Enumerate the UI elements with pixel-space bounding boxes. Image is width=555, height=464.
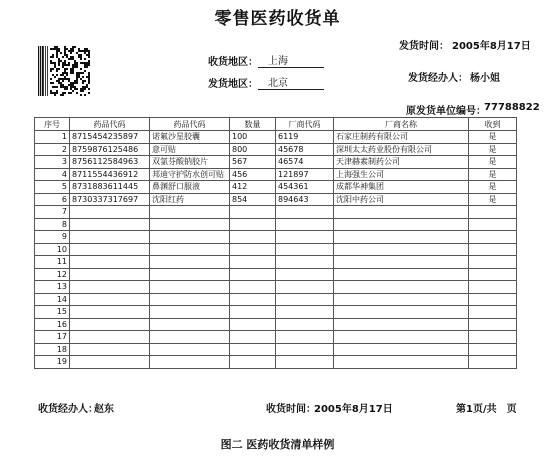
handler-label: 发货经办人： bbox=[408, 73, 468, 84]
drug-name-cell: 鼻渊舒口服液 bbox=[150, 181, 230, 194]
table-row bbox=[35, 218, 517, 231]
row-number-cell: 12 bbox=[35, 268, 70, 281]
received-flag-cell bbox=[469, 356, 517, 369]
vendor-code-cell bbox=[276, 318, 334, 331]
goods-table bbox=[34, 117, 517, 369]
vendor-name-cell: 深圳太太药业股份有限公司 bbox=[334, 143, 469, 156]
drug-name-cell bbox=[150, 306, 230, 319]
quantity-cell bbox=[230, 293, 276, 306]
vendor-code-cell bbox=[276, 306, 334, 319]
received-flag-cell bbox=[469, 218, 517, 231]
quantity-cell bbox=[230, 306, 276, 319]
row-number-cell: 7 bbox=[35, 206, 70, 219]
quantity-cell: 100 bbox=[230, 131, 276, 144]
drug-name-cell bbox=[150, 206, 230, 219]
drug-code-cell bbox=[70, 206, 150, 219]
table-row bbox=[35, 181, 517, 194]
drug-name-cell: 沈阳红药 bbox=[150, 193, 230, 206]
row-number-cell: 6 bbox=[35, 193, 70, 206]
row-number-cell: 13 bbox=[35, 281, 70, 294]
drug-code-cell: 8715454235897 bbox=[70, 131, 150, 144]
vendor-name-cell bbox=[334, 231, 469, 244]
drug-name-cell bbox=[150, 218, 230, 231]
handler-value: 杨小姐 bbox=[470, 73, 500, 84]
received-flag-cell bbox=[469, 231, 517, 244]
quantity-cell: 854 bbox=[230, 193, 276, 206]
supplier-code-value: 77788822 bbox=[484, 102, 540, 113]
drug-name-cell: 意可贴 bbox=[150, 143, 230, 156]
row-number-cell: 4 bbox=[35, 168, 70, 181]
table-header-row bbox=[35, 118, 517, 131]
drug-name-cell bbox=[150, 281, 230, 294]
column-header: 收到 bbox=[469, 118, 517, 131]
row-number-cell: 10 bbox=[35, 243, 70, 256]
vendor-code-cell bbox=[276, 343, 334, 356]
vendor-name-cell: 上海强生公司 bbox=[334, 168, 469, 181]
column-header: 药品代码 bbox=[150, 118, 230, 131]
received-flag-cell bbox=[469, 206, 517, 219]
document-title: 零售医药收货单 bbox=[214, 9, 341, 29]
vendor-name-cell bbox=[334, 343, 469, 356]
row-number-cell: 2 bbox=[35, 143, 70, 156]
vendor-code-cell bbox=[276, 256, 334, 269]
column-header: 厂商名称 bbox=[334, 118, 469, 131]
received-flag-cell: 是 bbox=[469, 193, 517, 206]
receive-time-value: 2005年8月17日 bbox=[314, 404, 393, 415]
drug-code-cell bbox=[70, 293, 150, 306]
receive-area-label: 收货地区： bbox=[208, 57, 258, 68]
drug-name-cell: 邦迪守护防水创可贴 bbox=[150, 168, 230, 181]
vendor-code-cell bbox=[276, 356, 334, 369]
quantity-cell bbox=[230, 356, 276, 369]
received-flag-cell: 是 bbox=[469, 131, 517, 144]
quantity-cell: 567 bbox=[230, 156, 276, 169]
drug-code-cell: 8756112584963 bbox=[70, 156, 150, 169]
received-flag-cell bbox=[469, 318, 517, 331]
drug-name-cell bbox=[150, 243, 230, 256]
drug-code-cell bbox=[70, 331, 150, 344]
drug-code-cell bbox=[70, 256, 150, 269]
drug-name-cell bbox=[150, 318, 230, 331]
received-flag-cell bbox=[469, 256, 517, 269]
row-number-cell: 15 bbox=[35, 306, 70, 319]
vendor-name-cell bbox=[334, 331, 469, 344]
quantity-cell bbox=[230, 256, 276, 269]
table-row bbox=[35, 306, 517, 319]
column-header: 厂商代码 bbox=[276, 118, 334, 131]
received-flag-cell bbox=[469, 293, 517, 306]
vendor-code-cell bbox=[276, 331, 334, 344]
received-flag-cell: 是 bbox=[469, 143, 517, 156]
table-row bbox=[35, 268, 517, 281]
column-header: 数量 bbox=[230, 118, 276, 131]
received-flag-cell: 是 bbox=[469, 168, 517, 181]
table-row bbox=[35, 206, 517, 219]
vendor-name-cell bbox=[334, 243, 469, 256]
drug-code-cell bbox=[70, 231, 150, 244]
table-row bbox=[35, 318, 517, 331]
vendor-code-cell: 45678 bbox=[276, 143, 334, 156]
row-number-cell: 8 bbox=[35, 218, 70, 231]
received-flag-cell: 是 bbox=[469, 181, 517, 194]
drug-code-cell bbox=[70, 356, 150, 369]
table-row bbox=[35, 143, 517, 156]
vendor-code-cell bbox=[276, 218, 334, 231]
received-flag-cell bbox=[469, 331, 517, 344]
vendor-name-cell: 沈阳中药公司 bbox=[334, 193, 469, 206]
quantity-cell bbox=[230, 343, 276, 356]
table-row bbox=[35, 256, 517, 269]
row-number-cell: 14 bbox=[35, 293, 70, 306]
vendor-name-cell bbox=[334, 218, 469, 231]
quantity-cell: 456 bbox=[230, 168, 276, 181]
received-flag-cell bbox=[469, 281, 517, 294]
quantity-cell bbox=[230, 206, 276, 219]
vendor-code-cell: 121897 bbox=[276, 168, 334, 181]
drug-code-cell bbox=[70, 268, 150, 281]
vendor-code-cell bbox=[276, 206, 334, 219]
receive-area-value: 上海 bbox=[258, 52, 324, 68]
vendor-code-cell: 46574 bbox=[276, 156, 334, 169]
row-number-cell: 17 bbox=[35, 331, 70, 344]
drug-name-cell bbox=[150, 293, 230, 306]
received-flag-cell: 是 bbox=[469, 156, 517, 169]
vendor-name-cell bbox=[334, 256, 469, 269]
vendor-code-cell bbox=[276, 268, 334, 281]
table-row bbox=[35, 156, 517, 169]
received-flag-cell bbox=[469, 306, 517, 319]
drug-name-cell bbox=[150, 268, 230, 281]
drug-name-cell bbox=[150, 331, 230, 344]
ship-time-value: 2005年8月17日 bbox=[452, 41, 531, 52]
quantity-cell: 800 bbox=[230, 143, 276, 156]
barcode-icon bbox=[38, 46, 90, 96]
vendor-code-cell bbox=[276, 281, 334, 294]
quantity-cell bbox=[230, 281, 276, 294]
drug-code-cell: 8759876125486 bbox=[70, 143, 150, 156]
vendor-name-cell bbox=[334, 356, 469, 369]
table-row bbox=[35, 193, 517, 206]
row-number-cell: 9 bbox=[35, 231, 70, 244]
row-number-cell: 18 bbox=[35, 343, 70, 356]
table-row bbox=[35, 331, 517, 344]
received-flag-cell bbox=[469, 243, 517, 256]
vendor-code-cell bbox=[276, 293, 334, 306]
vendor-name-cell bbox=[334, 268, 469, 281]
row-number-cell: 19 bbox=[35, 356, 70, 369]
column-header: 序号 bbox=[35, 118, 70, 131]
drug-name-cell: 诺氟沙星胶囊 bbox=[150, 131, 230, 144]
table-row bbox=[35, 231, 517, 244]
vendor-name-cell: 天津赫素制药公司 bbox=[334, 156, 469, 169]
table-row bbox=[35, 356, 517, 369]
table-row bbox=[35, 243, 517, 256]
table-row bbox=[35, 131, 517, 144]
row-number-cell: 11 bbox=[35, 256, 70, 269]
vendor-name-cell bbox=[334, 293, 469, 306]
drug-code-cell bbox=[70, 306, 150, 319]
drug-name-cell bbox=[150, 356, 230, 369]
quantity-cell bbox=[230, 318, 276, 331]
quantity-cell bbox=[230, 268, 276, 281]
drug-code-cell: 8711554436912 bbox=[70, 168, 150, 181]
table-row bbox=[35, 293, 517, 306]
receiver-value: 赵东 bbox=[94, 404, 114, 415]
vendor-code-cell: 6119 bbox=[276, 131, 334, 144]
vendor-name-cell: 成都华神集团 bbox=[334, 181, 469, 194]
receiver-label: 收货经办人： bbox=[38, 404, 98, 415]
vendor-code-cell: 894643 bbox=[276, 193, 334, 206]
receive-time-label: 收货时间： bbox=[266, 404, 316, 415]
vendor-name-cell bbox=[334, 318, 469, 331]
drug-code-cell: 8730337317697 bbox=[70, 193, 150, 206]
drug-code-cell bbox=[70, 218, 150, 231]
drug-name-cell bbox=[150, 231, 230, 244]
drug-code-cell bbox=[70, 318, 150, 331]
quantity-cell: 412 bbox=[230, 181, 276, 194]
drug-code-cell bbox=[70, 243, 150, 256]
ship-time-label: 发货时间： bbox=[399, 41, 449, 52]
table-row bbox=[35, 168, 517, 181]
page-indicator: 第1页/共 页 bbox=[456, 404, 517, 415]
supplier-code-label: 原发货单位编号： bbox=[406, 106, 486, 117]
drug-code-cell: 8731883611445 bbox=[70, 181, 150, 194]
vendor-name-cell bbox=[334, 206, 469, 219]
vendor-name-cell bbox=[334, 306, 469, 319]
vendor-name-cell: 石家庄制药有限公司 bbox=[334, 131, 469, 144]
column-header: 药品代码 bbox=[70, 118, 150, 131]
figure-caption: 图二 医药收货清单样例 bbox=[220, 438, 335, 451]
row-number-cell: 3 bbox=[35, 156, 70, 169]
quantity-cell bbox=[230, 218, 276, 231]
drug-name-cell: 双氯芬酸钠胶片 bbox=[150, 156, 230, 169]
table-row bbox=[35, 343, 517, 356]
vendor-code-cell: 454361 bbox=[276, 181, 334, 194]
received-flag-cell bbox=[469, 268, 517, 281]
row-number-cell: 5 bbox=[35, 181, 70, 194]
quantity-cell bbox=[230, 231, 276, 244]
drug-code-cell bbox=[70, 343, 150, 356]
drug-name-cell bbox=[150, 256, 230, 269]
vendor-code-cell bbox=[276, 231, 334, 244]
row-number-cell: 16 bbox=[35, 318, 70, 331]
drug-code-cell bbox=[70, 281, 150, 294]
vendor-code-cell bbox=[276, 243, 334, 256]
send-area-value: 北京 bbox=[258, 74, 324, 90]
vendor-name-cell bbox=[334, 281, 469, 294]
send-area-label: 发货地区： bbox=[208, 79, 258, 90]
table-row bbox=[35, 281, 517, 294]
received-flag-cell bbox=[469, 343, 517, 356]
quantity-cell bbox=[230, 243, 276, 256]
quantity-cell bbox=[230, 331, 276, 344]
row-number-cell: 1 bbox=[35, 131, 70, 144]
drug-name-cell bbox=[150, 343, 230, 356]
